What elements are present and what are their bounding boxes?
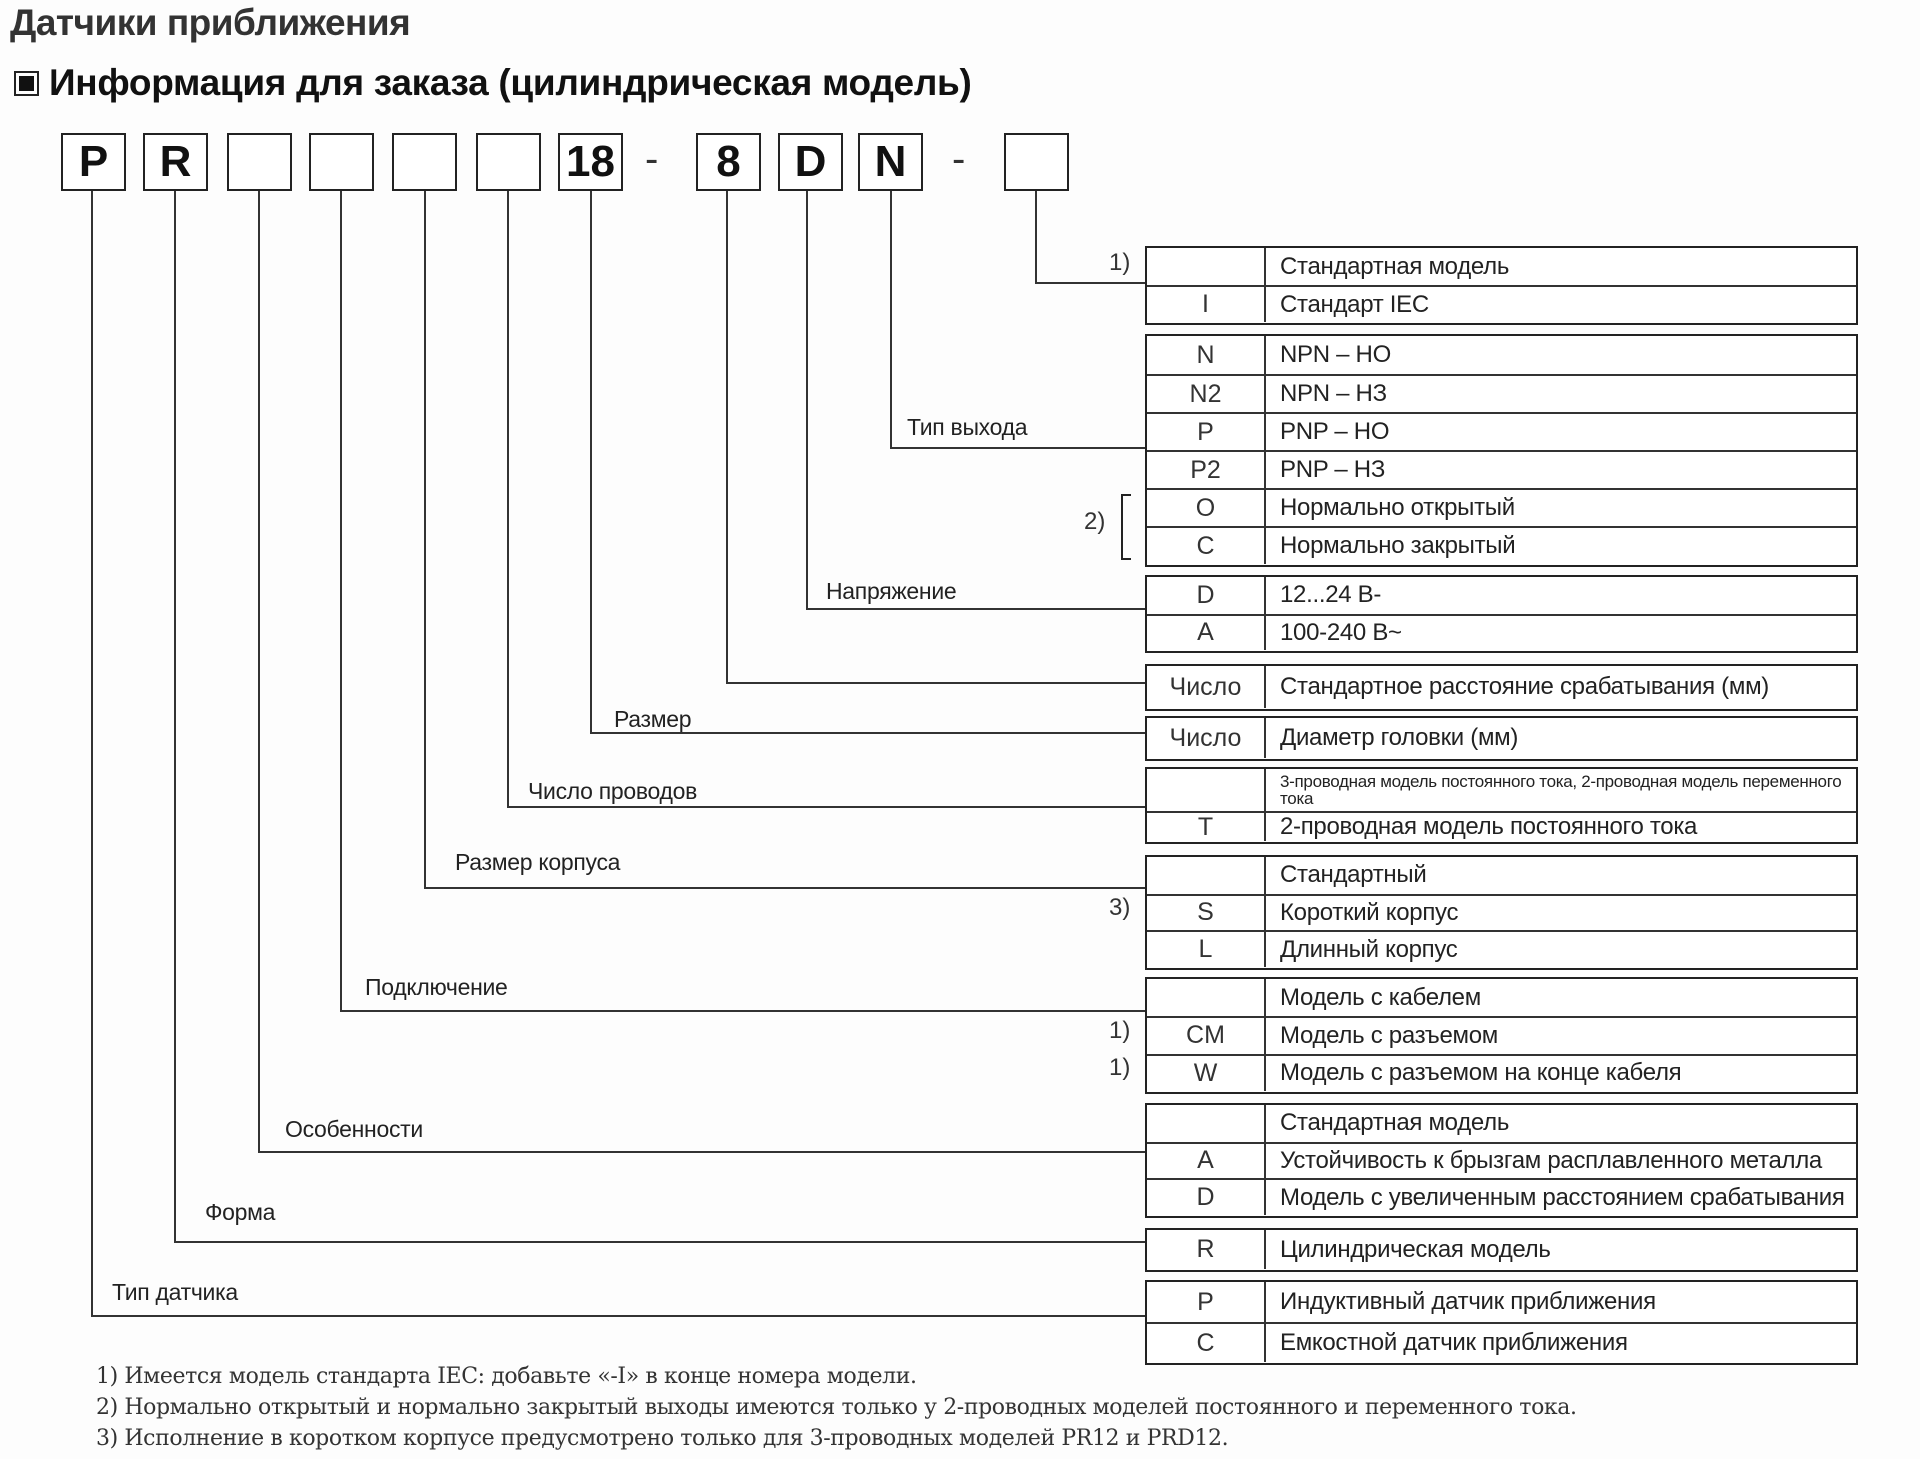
leader-line-size	[591, 191, 1145, 733]
option-description: Модель с увеличенным расстоянием срабатывания	[1280, 1183, 1845, 1211]
code-box	[227, 133, 292, 191]
option-row	[1147, 979, 1856, 1016]
option-row	[1147, 1230, 1856, 1269]
code-dash: -	[645, 137, 659, 181]
option-description: Стандартная модель	[1280, 1109, 1510, 1137]
footnote-marker: 1)	[1109, 1017, 1131, 1044]
option-description: NPN – НО	[1280, 341, 1391, 368]
option-code: C	[1147, 528, 1266, 564]
option-row	[1147, 1282, 1856, 1322]
option-code: Число	[1147, 718, 1266, 758]
option-code: S	[1147, 896, 1266, 931]
option-row	[1147, 1105, 1856, 1142]
option-code	[1147, 248, 1266, 285]
code-box	[1004, 133, 1069, 191]
option-row	[1147, 857, 1856, 894]
option-code: R	[1147, 1230, 1266, 1269]
option-code: I	[1147, 287, 1266, 322]
option-code: P	[1147, 1282, 1266, 1322]
leader-label-features: Особенности	[285, 1116, 423, 1142]
option-description: Устойчивость к брызгам расплавленного металла	[1280, 1146, 1822, 1174]
option-row	[1147, 336, 1856, 374]
option-code: D	[1147, 577, 1266, 614]
option-row	[1147, 894, 1856, 931]
leader-label-sensor-type: Тип датчика	[112, 1279, 238, 1305]
leader-label-voltage: Напряжение	[826, 578, 957, 604]
option-code	[1147, 979, 1266, 1016]
footnote-2: 2) Нормально открытый и нормально закрытый выходы имеются только у 2-проводных моделей постоянного и переменного тока.	[96, 1395, 1577, 1420]
leader-label-shape: Форма	[205, 1199, 276, 1225]
option-description: Нормально закрытый	[1280, 532, 1516, 559]
option-row	[1147, 1016, 1856, 1053]
section-title-text: Информация для заказа (цилиндрическая модель)	[49, 62, 972, 103]
footnote-1: 1) Имеется модель стандарта IEC: добавьте «-I» в конце номера модели.	[96, 1364, 917, 1389]
leader-line-output-type	[891, 191, 1145, 448]
option-row	[1147, 526, 1856, 564]
footnote-marker: 1)	[1109, 1054, 1131, 1082]
code-box: P	[61, 133, 126, 191]
option-group-body-size	[1145, 855, 1858, 970]
code-box: 18	[558, 133, 623, 191]
option-description: Модель с разъемом	[1280, 1021, 1498, 1049]
option-code: D	[1147, 1180, 1266, 1215]
option-code: N2	[1147, 376, 1266, 412]
option-code: W	[1147, 1056, 1266, 1091]
option-row	[1147, 285, 1856, 322]
option-description: Стандарт IEC	[1280, 290, 1429, 318]
option-group-voltage	[1145, 575, 1858, 653]
option-code: CM	[1147, 1018, 1266, 1053]
option-description: NPN – НЗ	[1280, 380, 1387, 407]
option-group-output-type	[1145, 334, 1858, 567]
code-box	[392, 133, 457, 191]
option-code: Число	[1147, 666, 1266, 708]
option-row	[1147, 374, 1856, 412]
option-description: Стандартная модель	[1280, 252, 1510, 280]
option-group-size	[1145, 716, 1858, 761]
option-code: C	[1147, 1324, 1266, 1362]
leader-label-connection: Подключение	[365, 974, 508, 1000]
option-group-suffix	[1145, 246, 1858, 325]
option-description: Диаметр головки (мм)	[1280, 724, 1519, 751]
option-description: Короткий корпус	[1280, 898, 1459, 926]
footnote-marker: 2)	[1084, 508, 1106, 535]
leader-label-output-type: Тип выхода	[907, 414, 1028, 440]
leader-line-sensor-type	[92, 191, 1145, 1316]
option-row	[1147, 1178, 1856, 1215]
option-row	[1147, 1142, 1856, 1179]
option-group-sensor-type	[1145, 1280, 1858, 1365]
option-description: 12...24 В-	[1280, 581, 1382, 609]
option-row	[1147, 488, 1856, 526]
option-row	[1147, 614, 1856, 651]
option-group-sensing-distance	[1145, 664, 1858, 711]
option-description: 100-240 В~	[1280, 618, 1402, 646]
option-row	[1147, 718, 1856, 758]
bracket-icon	[1121, 494, 1131, 560]
option-description: 3-проводная модель постоянного тока, 2-проводная модель переменного тока	[1280, 772, 1842, 808]
option-code: A	[1147, 616, 1266, 651]
option-description: PNP – НЗ	[1280, 456, 1386, 483]
option-code: O	[1147, 490, 1266, 526]
leader-label-wires: Число проводов	[528, 778, 698, 804]
code-box: R	[143, 133, 208, 191]
code-box: 8	[696, 133, 761, 191]
option-code	[1147, 857, 1266, 894]
footnote-3: 3) Исполнение в коротком корпусе предусмотрено только для 3-проводных моделей PR12 и PRD12.	[96, 1426, 1229, 1451]
option-code: T	[1147, 813, 1266, 841]
option-code	[1147, 1105, 1266, 1142]
footnote-marker: 1)	[1109, 248, 1131, 276]
code-box: D	[778, 133, 843, 191]
option-row	[1147, 1322, 1856, 1362]
code-box	[309, 133, 374, 191]
option-description: 2-проводная модель постоянного тока	[1280, 813, 1698, 840]
option-group-shape	[1145, 1228, 1858, 1272]
leader-label-body-size: Размер корпуса	[455, 849, 621, 875]
option-code: A	[1147, 1144, 1266, 1179]
option-description: Нормально открытый	[1280, 494, 1515, 521]
option-group-wires	[1145, 767, 1858, 844]
option-code: N	[1147, 336, 1266, 374]
option-description: Модель с кабелем	[1280, 983, 1481, 1011]
footnote-marker: 3)	[1109, 894, 1131, 921]
option-row	[1147, 811, 1856, 841]
leader-label-size: Размер	[614, 706, 692, 732]
option-code: P2	[1147, 452, 1266, 488]
option-row	[1147, 666, 1856, 708]
option-group-features	[1145, 1103, 1858, 1218]
option-description: Цилиндрическая модель	[1280, 1235, 1551, 1263]
leader-line-features	[259, 191, 1145, 1152]
option-description: Стандартное расстояние срабатывания (мм)	[1280, 673, 1769, 700]
option-code: L	[1147, 932, 1266, 967]
code-box	[476, 133, 541, 191]
option-row	[1147, 248, 1856, 285]
option-row	[1147, 577, 1856, 614]
option-description: Длинный корпус	[1280, 935, 1458, 963]
option-code	[1147, 769, 1266, 811]
option-row	[1147, 412, 1856, 450]
option-group-connection	[1145, 977, 1858, 1094]
option-row	[1147, 1054, 1856, 1091]
leader-line-voltage	[807, 191, 1145, 609]
option-code: P	[1147, 414, 1266, 450]
option-description: Стандартный	[1280, 861, 1427, 889]
code-box: N	[858, 133, 923, 191]
option-description: Модель с разъемом на конце кабеля	[1280, 1059, 1682, 1087]
option-description: PNP – НО	[1280, 418, 1390, 445]
code-dash: -	[952, 137, 966, 181]
option-row	[1147, 450, 1856, 488]
option-row	[1147, 930, 1856, 967]
page-title: Датчики приближения	[10, 2, 411, 43]
option-description: Индуктивный датчик приближения	[1280, 1288, 1656, 1315]
option-description: Емкостной датчик приближения	[1280, 1329, 1628, 1356]
option-row	[1147, 769, 1856, 811]
